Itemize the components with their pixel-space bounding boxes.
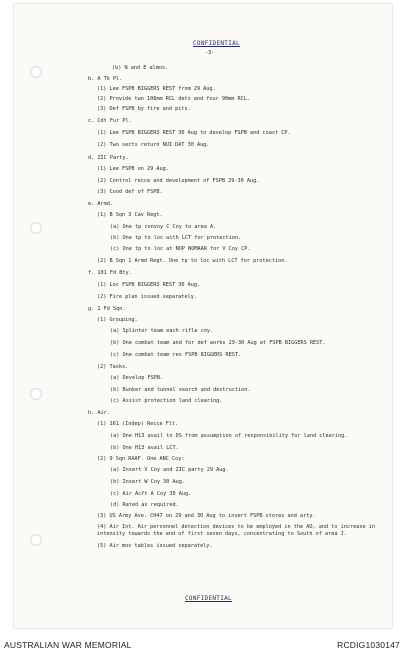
document-line: intensity towards the end of first seven days, concentrating to South of area J.: [97, 531, 347, 537]
document-line: (3) US Army Ave. CH47 on 29 and 30 Aug to insert FSPB stores and arty.: [97, 513, 316, 519]
document-line: (2) Control recce and development of FSPB 29-30 Aug.: [97, 178, 260, 184]
document-line: (1) Lee FSPB BIGGERS REST 30 Aug to develop FSPB and coast CP.: [97, 130, 291, 136]
punch-hole: [30, 388, 42, 400]
document-line: d. ZIC Party.: [88, 155, 129, 161]
document-line: (1) 161 (Indep) Recce Flt.: [97, 421, 179, 427]
document-line: (2) Two sects return NUI DAT 30 Aug.: [97, 142, 210, 148]
document-line: h. Air.: [88, 410, 110, 416]
document-line: (a) One H13 avail to DS from assumption of responsibility for land clearing.: [110, 433, 348, 439]
document-line: (c) One combat team res FSPB BIGGERS REST.: [110, 352, 242, 358]
punch-hole: [30, 534, 42, 546]
document-line: (1) Lee FSPB on 29 Aug.: [97, 166, 169, 172]
document-line: (a) Insert V Coy and ZIC party 29 Aug.: [110, 467, 229, 473]
document-line: (2) B Sqn 1 Armd Regt. One tp to loc with LCT for protection.: [97, 258, 288, 264]
classification-header: CONFIDENTIAL: [193, 40, 240, 47]
document-line: (2) Tasks.: [97, 364, 129, 370]
punch-hole: [30, 66, 42, 78]
document-line: (5) Air mov tables issued separately.: [97, 543, 213, 549]
document-line: (3) Def FSPB by fire and pits.: [97, 106, 191, 112]
document-line: g. 1 Fd Sqn.: [88, 306, 126, 312]
document-line: (1) Lee FSPB BIGGERS REST from 29 Aug.: [97, 86, 216, 92]
document-line: (4) Air Int. Air personnel detection devices to be employed in the AO, and to increase in: [97, 524, 375, 530]
document-line: e. Armd.: [88, 201, 113, 207]
document-line: (b) Insert W Coy 30 Aug.: [110, 479, 185, 485]
document-line: (c) Air Acft A Coy 30 Aug.: [110, 491, 192, 497]
document-line: f. 101 Fd Bty.: [88, 270, 132, 276]
document-line: (c) One tp to loc at NUP NOMAAR for V Coy CP.: [110, 246, 251, 252]
document-line: (a) Develop FSPB.: [110, 375, 164, 381]
document-line: (b) One combat team and for def works 29-30 Aug at FSPB BIGGERS REST.: [110, 340, 326, 346]
punch-hole: [30, 222, 42, 234]
document-line: (a) Splinter team each rifle coy.: [110, 328, 214, 334]
document-line: (b) One H13 avail LCT.: [110, 445, 179, 451]
document-line: (2) Provide two 106mm RCL dets and four 90mm RCL.: [97, 96, 251, 102]
document-line: b. A Tk Pl.: [88, 76, 123, 82]
page-number: -3-: [205, 50, 215, 56]
footer-archive-name: AUSTRALIAN WAR MEMORIAL: [4, 640, 132, 650]
document-line: (b) N and E almos.: [112, 65, 169, 71]
document-line: c. Cdt Fur Pl.: [88, 118, 132, 124]
classification-footer: CONFIDENTIAL: [185, 595, 232, 602]
document-line: (3) Cood def of FSPB.: [97, 189, 163, 195]
document-line: (d) Rated as required.: [110, 502, 179, 508]
document-line: (1) Loc FSPB BIGGERS REST 30 Aug.: [97, 282, 201, 288]
document-line: (b) Bunker and tunnel search and destruction.: [110, 387, 251, 393]
document-line: (c) Assist protection land clearing.: [110, 398, 223, 404]
document-line: (2) Fire plan issued separately.: [97, 294, 197, 300]
document-line: (2) 9 Sqn RAAF. One ANC Coy:: [97, 456, 185, 462]
document-line: (b) One tp to loc with LCT for protection.: [110, 235, 242, 241]
document-line: (1) B Sqn 3 Cav Regt.: [97, 212, 163, 218]
document-line: (1) Grouping.: [97, 317, 138, 323]
footer-record-id: RCDIG1030147: [337, 640, 400, 650]
document-line: (a) One tp convoy C Coy to area A.: [110, 224, 217, 230]
